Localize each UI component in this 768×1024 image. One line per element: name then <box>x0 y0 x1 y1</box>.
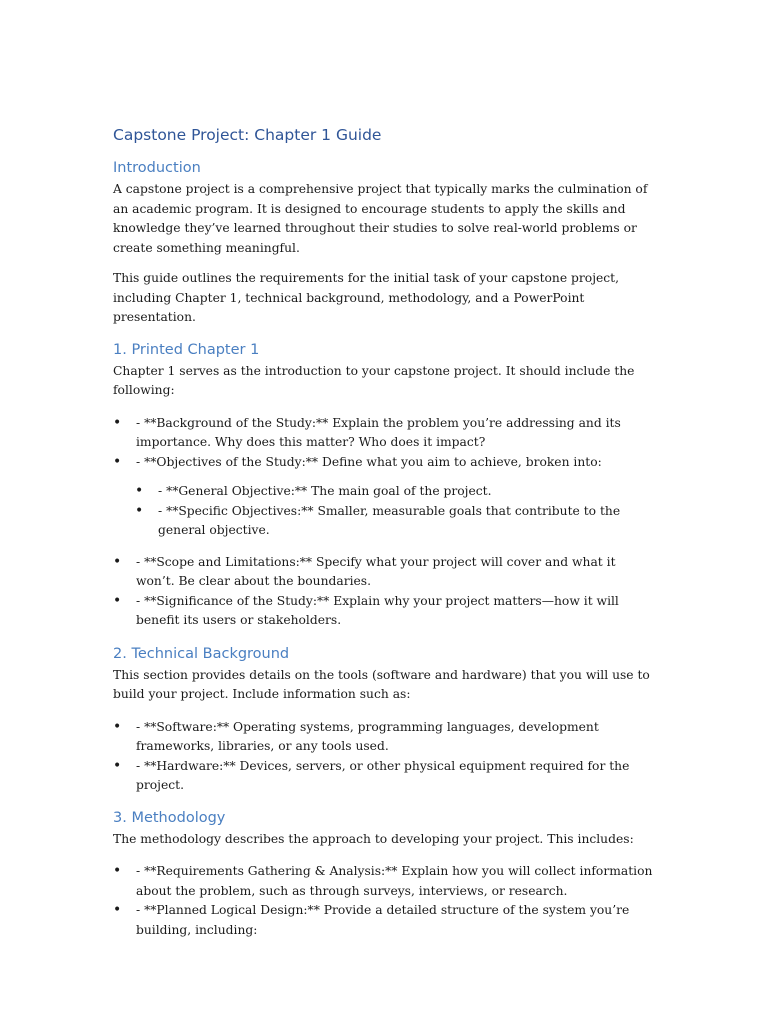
list-item: • - **Requirements Gathering & Analysis:** Explain how you will collect information about the problem, such as through surveys, interviews, or research. <box>113 862 658 901</box>
chapter1-list <box>113 414 658 473</box>
heading-technical-background: 2. Technical Background <box>113 645 290 662</box>
heading-introduction: Introduction <box>113 160 201 176</box>
list-item: • - **Specific Objectives:** Smaller, measurable goals that contribute to the general objective. <box>135 502 658 541</box>
list-item: • - **General Objective:** The main goal of the project. <box>135 482 658 502</box>
list-item: • - **Planned Logical Design:** Provide a detailed structure of the system you’re building, including: <box>113 901 658 940</box>
list-item: • - **Hardware:** Devices, servers, or other physical equipment required for the project. <box>113 757 658 796</box>
intro-paragraph-1: A capstone project is a comprehensive project that typically marks the culmination of an academic program. It is designed to encourage students to apply the skills and knowledge they’ve learned throughout their studies to solve real-world problems or create something meaningful. <box>113 182 648 255</box>
list-item: • - **Significance of the Study:** Explain why your project matters—how it will benefit its users or stakeholders. <box>113 592 658 631</box>
chapter1-list-continued <box>113 553 658 631</box>
heading-chapter-1: 1. Printed Chapter 1 <box>113 341 260 358</box>
list-item: • - **Software:** Operating systems, programming languages, development frameworks, libraries, or any tools used. <box>113 718 658 757</box>
objectives-sublist <box>135 482 658 541</box>
heading-methodology: 3. Methodology <box>113 809 226 826</box>
list-item: • - **Scope and Limitations:** Specify what your project will cover and what it won’t. Be clear about the boundaries. <box>113 553 658 592</box>
technical-paragraph: This section provides details on the tools (software and hardware) that you will use to build your project. Include information such as: <box>113 667 650 701</box>
chapter1-paragraph: Chapter 1 serves as the introduction to your capstone project. It should include the following: <box>113 363 635 397</box>
list-item: • - **Objectives of the Study:** Define what you aim to achieve, broken into: <box>113 453 658 473</box>
methodology-paragraph: The methodology describes the approach to developing your project. This includes: <box>113 831 634 846</box>
methodology-list <box>113 862 658 940</box>
list-item: • - **Background of the Study:** Explain the problem you’re addressing and its importance. Why does this matter? Who does it impact? <box>113 414 658 453</box>
document-title: Capstone Project: Chapter 1 Guide <box>113 126 382 144</box>
technical-list <box>113 718 658 796</box>
intro-paragraph-2: This guide outlines the requirements for the initial task of your capstone project, including Chapter 1, technical background, methodology, and a PowerPoint presentation. <box>113 271 620 324</box>
